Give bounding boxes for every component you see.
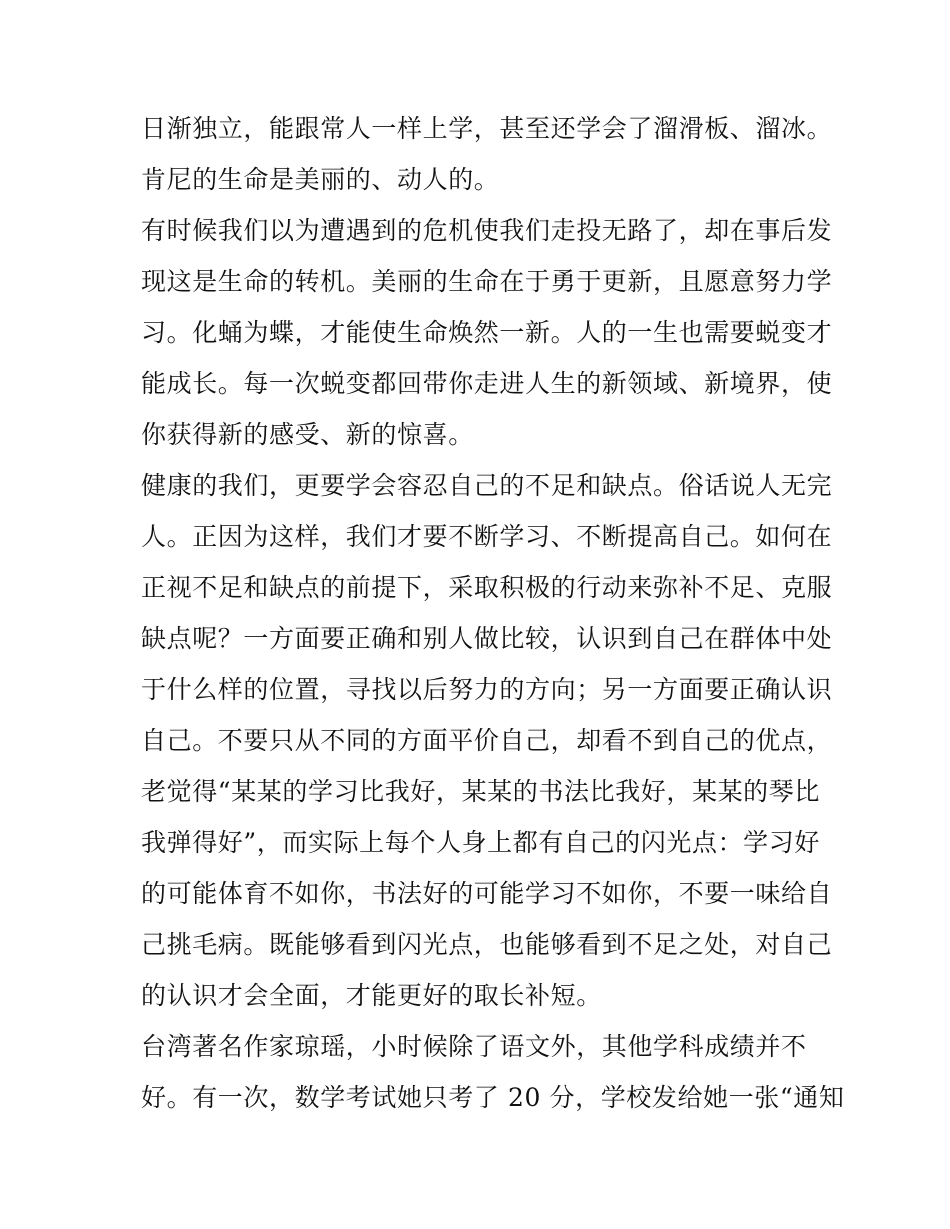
paragraph-4 bbox=[141, 1021, 845, 1123]
text-line: 习。化蛹为蝶，才能使生命焕然一新。人的一生也需要蜕变才 bbox=[141, 318, 833, 347]
text-line: 健康的我们，更要学会容忍自己的不足和缺点。俗话说人无完 bbox=[141, 471, 833, 500]
text-line: 有时候我们以为遭遇到的危机使我们走投无路了，却在事后发 bbox=[141, 216, 833, 245]
paragraph-2 bbox=[141, 205, 833, 460]
text-line: 的可能体育不如你，书法好的可能学习不如你，不要一味给自 bbox=[141, 879, 833, 908]
text-line: 好。有一次，数学考试她只考了 20 分，学校发给她一张“通知 bbox=[141, 1083, 845, 1112]
text-line: 能成长。每一次蜕变都回带你走进人生的新领域、新境界，使 bbox=[141, 369, 833, 398]
paragraph-3 bbox=[141, 460, 833, 1021]
text-line: 日渐独立，能跟常人一样上学，甚至还学会了溜滑板、溜冰。 bbox=[141, 114, 833, 143]
text-line: 现这是生命的转机。美丽的生命在于勇于更新，且愿意努力学 bbox=[141, 267, 833, 296]
text-line: 己挑毛病。既能够看到闪光点，也能够看到不足之处，对自己 bbox=[141, 930, 833, 959]
text-line: 缺点呢？一方面要正确和别人做比较，认识到自己在群体中处 bbox=[141, 624, 833, 653]
text-line: 肯尼的生命是美丽的、动人的。 bbox=[141, 165, 500, 194]
text-line: 老觉得“某某的学习比我好，某某的书法比我好，某某的琴比 bbox=[141, 777, 820, 806]
text-line: 我弹得好”，而实际上每个人身上都有自己的闪光点：学习好 bbox=[141, 828, 820, 857]
text-line: 的认识才会全面，才能更好的取长补短。 bbox=[141, 981, 602, 1010]
text-line: 人。正因为这样，我们才要不断学习、不断提高自己。如何在 bbox=[141, 522, 833, 551]
text-line: 你获得新的感受、新的惊喜。 bbox=[141, 420, 474, 449]
document-body bbox=[141, 103, 845, 1123]
paragraph-1 bbox=[141, 103, 833, 205]
text-line: 自己。不要只从不同的方面平价自己，却看不到自己的优点， bbox=[141, 726, 833, 755]
text-line: 台湾著名作家琼瑶，小时候除了语文外，其他学科成绩并不 bbox=[141, 1032, 807, 1061]
text-line: 正视不足和缺点的前提下，采取积极的行动来弥补不足、克服 bbox=[141, 573, 833, 602]
text-line: 于什么样的位置，寻找以后努力的方向；另一方面要正确认识 bbox=[141, 675, 833, 704]
